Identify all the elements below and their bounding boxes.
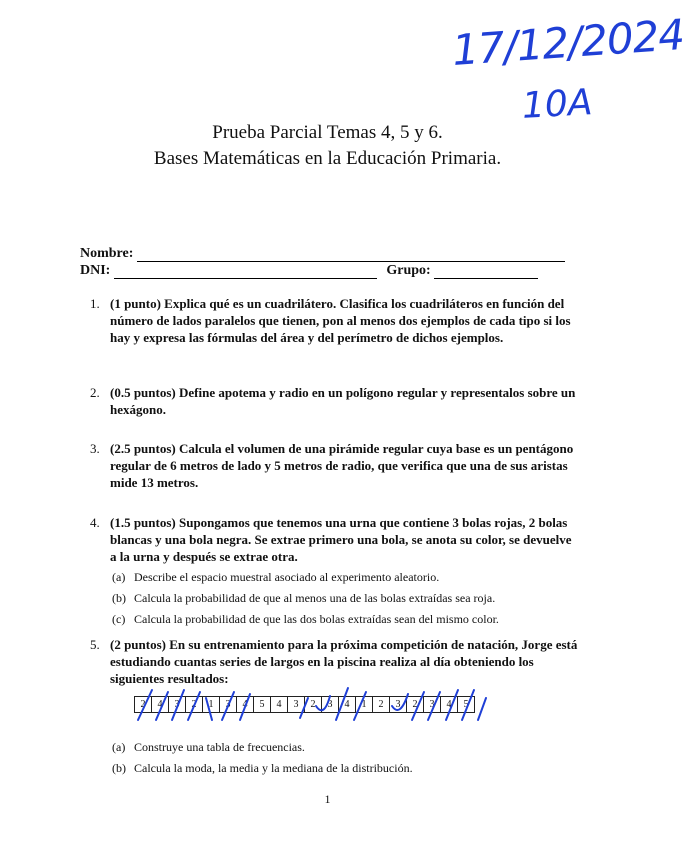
- question-text: (1 punto) Explica qué es un cuadrilátero. Clasifica los cuadriláteros en función del número de lados paralelos que tienen, pon al menos dos ejemplos de cada tipo si los hay y expresa las fórmulas del área y del perímetro de dichos ejemplos.: [110, 296, 571, 345]
- question-number: 3.: [90, 441, 100, 456]
- exam-subtitle: Bases Matemáticas en la Educación Primaria.: [153, 148, 502, 169]
- group-label: Grupo:: [386, 263, 431, 278]
- question-number: 2.: [90, 385, 100, 400]
- subitem-label: (a): [112, 740, 126, 754]
- subitem-text: Calcula la probabilidad de que al menos una de las bolas extraídas sea roja.: [134, 591, 496, 605]
- dni-row: [80, 263, 580, 279]
- question-4: [90, 514, 580, 565]
- data-cell: 4: [338, 696, 356, 713]
- question-text: (0.5 puntos) Define apotema y radio en un polígono regular y representalos sobre un hexágono.: [110, 385, 576, 417]
- data-cell: 3: [287, 696, 305, 713]
- question-3: [90, 440, 580, 491]
- name-row: [80, 246, 580, 262]
- subitem-4a: [112, 570, 582, 585]
- subitem-4b: [112, 591, 582, 606]
- subitem-text: Calcula la probabilidad de que las dos bolas extraídas sean del mismo color.: [134, 612, 499, 626]
- question-1: [90, 295, 580, 346]
- question-text: (2 puntos) En su entrenamiento para la próxima competición de natación, Jorge está estudiando cuantas series de largos en la piscina realiza al día obteniendo los siguientes resultados:: [110, 637, 578, 686]
- question-2: [90, 384, 580, 418]
- subitem-4c: [112, 612, 582, 627]
- data-cell: 2: [304, 696, 322, 713]
- question-number: 5.: [90, 637, 100, 652]
- handwritten-group: 10A: [520, 82, 594, 127]
- subitem-label: (a): [112, 570, 126, 584]
- question-text: (2.5 puntos) Calcula el volumen de una pirámide regular cuya base es un pentágono regular de 6 metros de lado y 5 metros de radio, que verifica que una de sus aristas mide 13 metros.: [110, 441, 574, 490]
- data-cell: 5: [457, 696, 475, 713]
- data-cell: 1: [202, 696, 220, 713]
- data-cell: 3: [321, 696, 339, 713]
- question-5: [90, 636, 580, 687]
- subitem-text: Calcula la moda, la media y la mediana de la distribución.: [134, 761, 413, 775]
- data-cell: 4: [270, 696, 288, 713]
- group-field[interactable]: [434, 266, 538, 279]
- data-cell: 4: [151, 696, 169, 713]
- data-cell: 3: [389, 696, 407, 713]
- data-cell: 4: [236, 696, 254, 713]
- question-number: 4.: [90, 515, 100, 530]
- name-label: Nombre:: [80, 246, 134, 261]
- data-cell: 5: [253, 696, 271, 713]
- page-number: 1: [324, 792, 331, 806]
- dni-field[interactable]: [114, 266, 377, 279]
- subitem-text: Construye una tabla de frecuencias.: [134, 740, 305, 754]
- subitem-label: (c): [112, 612, 126, 626]
- data-cell: 2: [372, 696, 390, 713]
- exam-title: Prueba Parcial Temas 4, 5 y 6.: [212, 122, 443, 143]
- subitem-5a: [112, 740, 582, 755]
- data-cell: 3: [423, 696, 441, 713]
- question-text: (1.5 puntos) Supongamos que tenemos una urna que contiene 3 bolas rojas, 2 bolas blancas y una bola negra. Se extrae primero una bola, se anota su color, se devuelve a la urna y después se extrae otra.: [110, 515, 572, 564]
- handwritten-date: 17/12/2024: [450, 9, 686, 76]
- name-field[interactable]: [137, 249, 565, 262]
- data-cell: 2: [185, 696, 203, 713]
- subitem-text: Describe el espacio muestral asociado al experimento aleatorio.: [134, 570, 440, 584]
- data-cell: 1: [355, 696, 373, 713]
- subitem-label: (b): [112, 591, 126, 605]
- data-cell: 2: [406, 696, 424, 713]
- data-cell: 2: [134, 696, 152, 713]
- subitem-label: (b): [112, 761, 126, 775]
- data-cell: 3: [219, 696, 237, 713]
- handwritten-tally-strokes: [130, 684, 500, 724]
- data-cell: 4: [440, 696, 458, 713]
- question-number: 1.: [90, 296, 100, 311]
- data-cell: 3: [168, 696, 186, 713]
- subitem-5b: [112, 761, 582, 776]
- dni-label: DNI:: [80, 263, 111, 278]
